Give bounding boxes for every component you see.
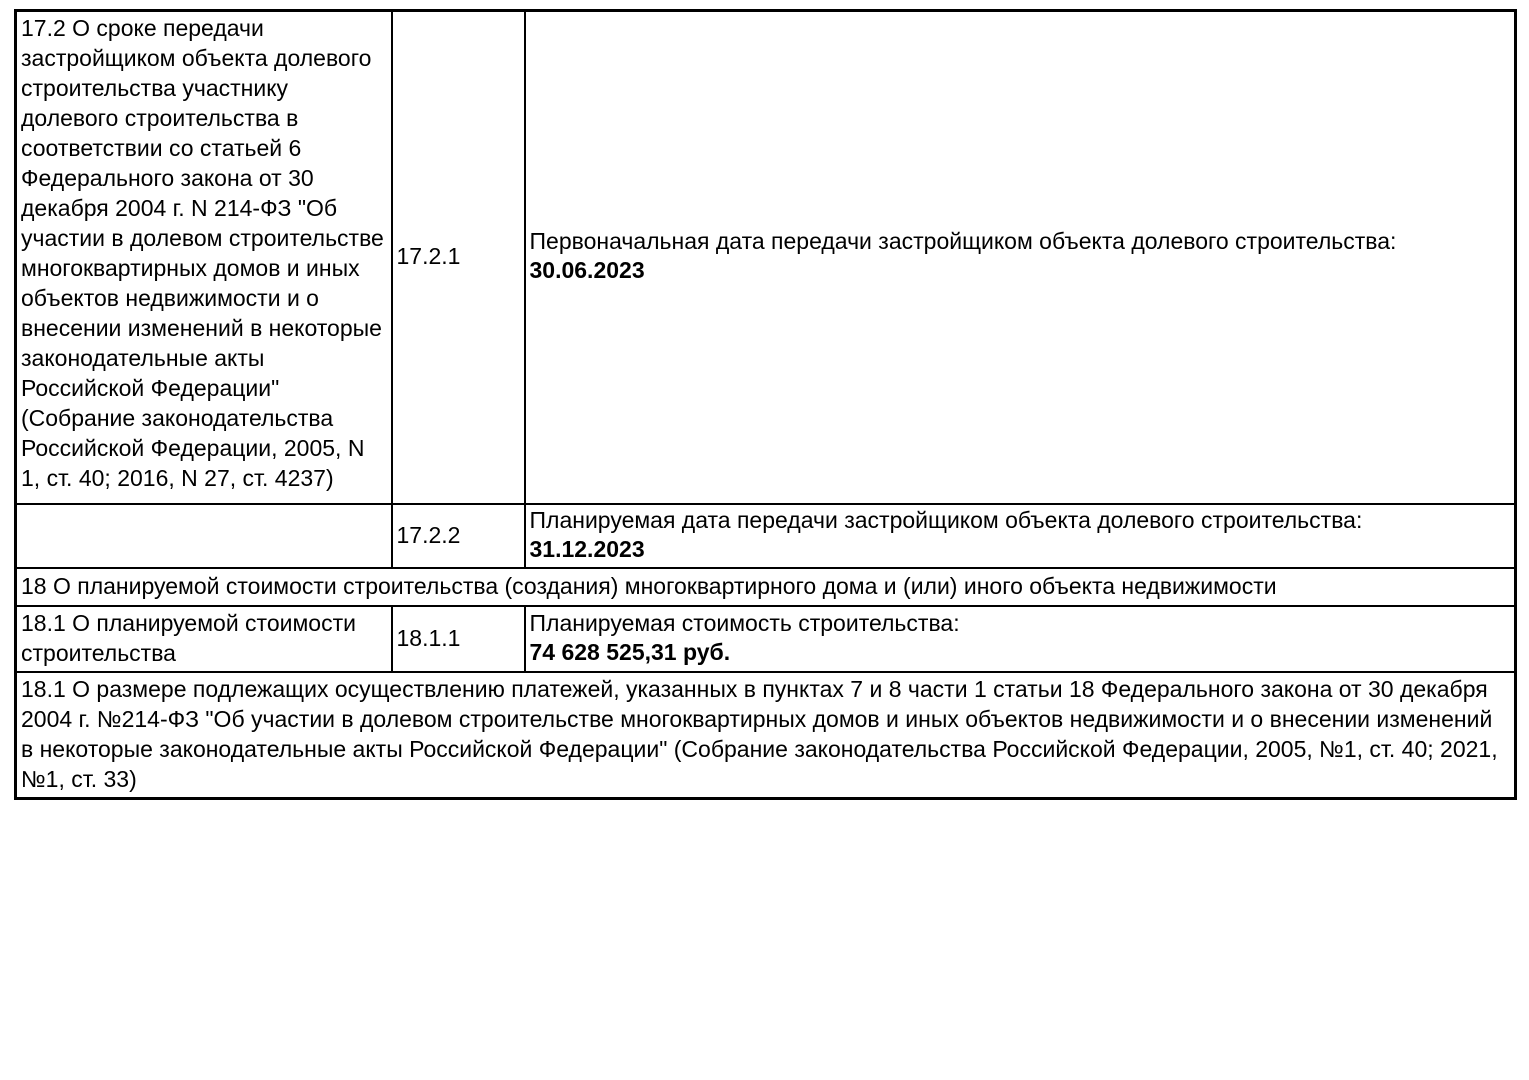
project-declaration-table	[14, 9, 1517, 800]
table-row-18-1-footer	[16, 672, 1516, 799]
table-row-18-1	[16, 606, 1516, 672]
table-row-17-2	[16, 11, 1516, 504]
table-row-18-header	[16, 568, 1516, 606]
section-paragraph-18-1: 18.1 О размере подлежащих осуществлению платежей, указанных в пунктах 7 и 8 части 1 статьи 18 Федерального закона от 30 декабря 2004 г. №214-ФЗ "Об участии в долевом строительстве многоквартирных домов и иных объектов недвижимости и о внесении изменений в некоторые законодательные акты Российской Федерации" (Собрание законодательства Российской Федерации, 2005, №1, ст. 40; 2021, №1, ст. 33)	[16, 672, 1516, 799]
item-code-18-1-1: 18.1.1	[392, 606, 525, 672]
table-row-17-2-2	[16, 504, 1516, 568]
item-content-17-2-2	[525, 504, 1516, 568]
item-code-17-2-1: 17.2.1	[392, 11, 525, 504]
item-label-17-2-1: Первоначальная дата передачи застройщиком объекта долевого строительства:	[529, 228, 1397, 255]
item-value-17-2-2: 31.12.2023	[529, 535, 645, 562]
item-label-18-1-1: Планируемая стоимость строительства:	[529, 609, 960, 636]
item-content-18-1-1	[525, 606, 1516, 672]
item-code-17-2-2: 17.2.2	[392, 504, 525, 568]
item-value-17-2-1: 30.06.2023	[529, 257, 645, 284]
item-value-18-1-1: 74 628 525,31 руб.	[529, 638, 731, 665]
item-label-17-2-2: Планируемая дата передачи застройщиком объекта долевого строительства:	[529, 506, 1363, 533]
section-title-empty	[16, 504, 392, 568]
section-header-18: 18 О планируемой стоимости строительства (создания) многоквартирного дома и (или) иного объекта недвижимости	[16, 568, 1516, 606]
section-title-18-1: 18.1 О планируемой стоимости строительства	[16, 606, 392, 672]
section-title-17-2: 17.2 О сроке передачи застройщиком объекта долевого строительства участнику долевого строительства в соответствии со статьей 6 Федерального закона от 30 декабря 2004 г. N 214-ФЗ "Об участии в долевом строительстве многоквартирных домов и иных объектов недвижимости и о внесении изменений в некоторые законодательные акты Российской Федерации" (Собрание законодательства Российской Федерации, 2005, N 1, ст. 40; 2016, N 27, ст. 4237)	[16, 11, 392, 504]
item-content-17-2-1	[525, 11, 1516, 504]
